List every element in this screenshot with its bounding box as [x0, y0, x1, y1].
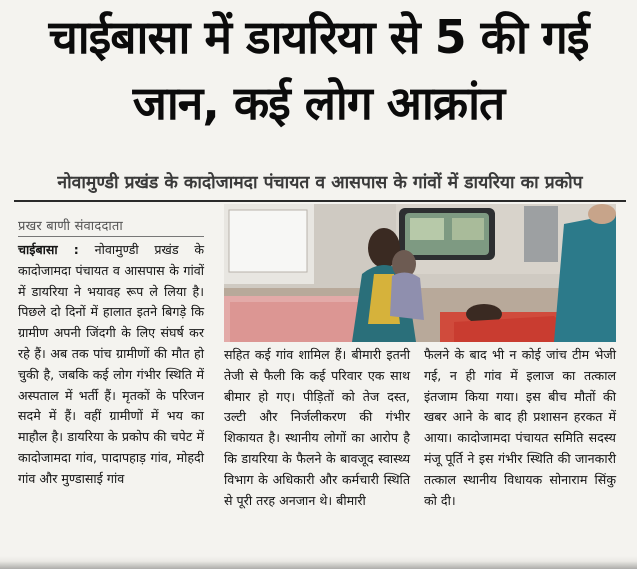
ambulance-patients-photo	[224, 204, 616, 342]
column-1-text: नोवामुण्डी प्रखंड के कादोजामदा पंचायत व आसपास के गांवों में डायरिया ने भयावह रूप ले लिया है। पिछले दो दिनों में हालात इतने बिगड़े कि ग्रामीण अपनी जिंदगी के लिए संघर्ष कर रहे हैं। अब तक पांच ग्रामीणों की मौत हो चुकी है, जबकि कई लोग गंभीर स्थिति में अस्पताल में भर्ती हैं। मृतकों के परिजन सदमे में हैं। वहीं ग्रामीणों में भय का माहौल है। डायरिया के प्रकोप की चपेट में कादोजामदा गांव, पादापहाड़ गांव, मोहदी गांव और मुण्डासाई गांव	[18, 242, 204, 486]
byline-rule	[18, 236, 204, 237]
headline: चाईबासा में डायरिया से 5 की गई जान, कई लोग आक्रांत	[48, 10, 589, 130]
byline: प्रखर बाणी संवाददाता	[18, 219, 123, 234]
divider-rule	[14, 200, 626, 202]
dateline: चाईबासा :	[18, 242, 79, 257]
subheadline: नोवामुण्डी प्रखंड के कादोजामदा पंचायत व आसपास के गांवों में डायरिया का प्रकोप	[57, 173, 583, 193]
article-column-1	[18, 240, 204, 490]
news-photo	[224, 204, 616, 342]
next-headline-fragment	[0, 556, 637, 569]
article-column-2: सहित कई गांव शामिल हैं। बीमारी इतनी तेजी से फैली कि कई परिवार एक साथ बीमार हो गए। पीड़ितों को तेज दस्त, उल्टी और निर्जलीकरण की गंभीर शिकायत है। स्थानीय लोगों का आरोप है कि डायरिया के फैलने के बावजूद स्वास्थ्य विभाग के अधिकारी और कर्मचारी स्थिति से पूरी तरह अनजान थे। बीमारी	[224, 347, 410, 508]
article-column-3: फैलने के बाद भी न कोई जांच टीम भेजी गई, न ही गांव में इलाज का तत्काल इंतजाम किया गया। इस बीच मौतों की खबर आने के बाद ही प्रशासन हरकत में आया। कादोजामदा पंचायत समिति सदस्य मंजू पूर्ति ने इस गंभीर स्थिति की जानकारी तत्काल स्थानीय विधायक सोनाराम सिंकु को दी।	[424, 347, 616, 508]
